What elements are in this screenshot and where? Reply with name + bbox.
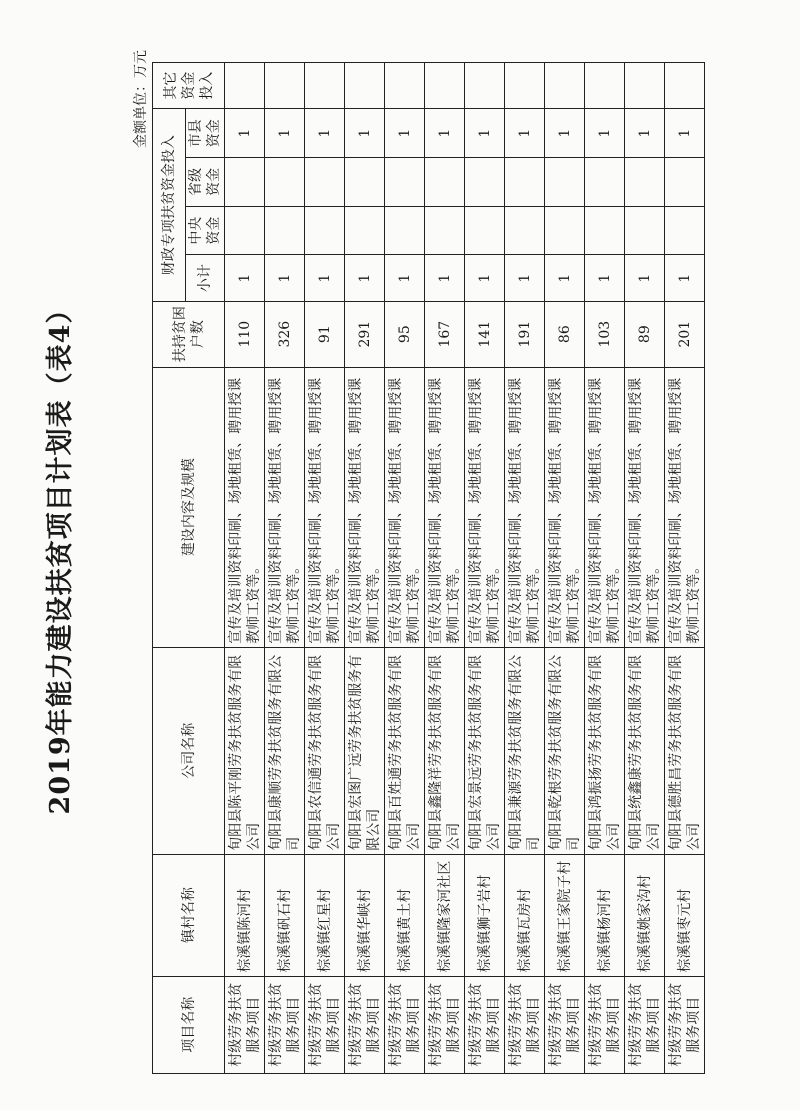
central-funds-cell <box>465 206 505 255</box>
subtotal-cell: 1 <box>345 255 385 301</box>
content-cell: 宣传及培训资料印刷、场地租赁、聘用授课教师工资等。 <box>665 367 705 647</box>
company-name-cell: 旬阳县百姓通劳务扶贫服务有限公司 <box>385 647 425 854</box>
company-name-cell: 旬阳县鸿振扬劳务扶贫服务有限公司 <box>585 647 625 854</box>
document-title: 2019年能力建设扶贫项目计划表（表4） <box>45 295 76 815</box>
provincial-funds-cell <box>385 158 425 207</box>
company-name-cell: 旬阳县康顺劳务扶贫服务有限公司 <box>265 647 305 854</box>
village-name-cell: 棕溪镇杨河村 <box>585 854 625 976</box>
central-funds-cell <box>625 206 665 255</box>
project-name-cell: 村级劳务扶贫服务项目 <box>665 976 705 1073</box>
table-row <box>345 63 385 1074</box>
other-funds-cell <box>225 63 265 109</box>
households-cell: 191 <box>505 301 545 367</box>
content-cell: 宣传及培训资料印刷、场地租赁、聘用授课教师工资等。 <box>225 367 265 647</box>
provincial-funds-cell <box>345 158 385 207</box>
provincial-funds-cell <box>225 158 265 207</box>
subtotal-cell: 1 <box>225 255 265 301</box>
content-cell: 宣传及培训资料印刷、场地租赁、聘用授课教师工资等。 <box>385 367 425 647</box>
village-name-cell: 棕溪镇瓦房村 <box>505 854 545 976</box>
header-households: 扶持贫困户数 <box>153 301 225 367</box>
company-name-cell: 旬阳县兼源劳务扶贫服务有限公司 <box>505 647 545 854</box>
central-funds-cell <box>305 206 345 255</box>
project-plan-table <box>152 62 705 1074</box>
company-name-cell: 旬阳县德胜昌劳务扶贫服务有限公司 <box>665 647 705 854</box>
project-name-cell: 村级劳务扶贫服务项目 <box>505 976 545 1073</box>
subtotal-cell: 1 <box>625 255 665 301</box>
project-name-cell: 村级劳务扶贫服务项目 <box>585 976 625 1073</box>
central-funds-cell <box>665 206 705 255</box>
content-cell: 宣传及培训资料印刷、场地租赁、聘用授课教师工资等。 <box>265 367 305 647</box>
central-funds-cell <box>545 206 585 255</box>
municipal-funds-cell: 1 <box>225 109 265 158</box>
content-cell: 宣传及培训资料印刷、场地租赁、聘用授课教师工资等。 <box>425 367 465 647</box>
households-cell: 326 <box>265 301 305 367</box>
central-funds-cell <box>425 206 465 255</box>
central-funds-cell <box>225 206 265 255</box>
header-provincial-funds: 省级资金 <box>186 158 225 207</box>
central-funds-cell <box>345 206 385 255</box>
other-funds-cell <box>425 63 465 109</box>
provincial-funds-cell <box>585 158 625 207</box>
village-name-cell: 棕溪镇隆家河社区 <box>425 854 465 976</box>
provincial-funds-cell <box>545 158 585 207</box>
table-row <box>465 63 505 1074</box>
table-row <box>305 63 345 1074</box>
municipal-funds-cell: 1 <box>625 109 665 158</box>
central-funds-cell <box>585 206 625 255</box>
content-cell: 宣传及培训资料印刷、场地租赁、聘用授课教师工资等。 <box>465 367 505 647</box>
subtotal-cell: 1 <box>545 255 585 301</box>
content-cell: 宣传及培训资料印刷、场地租赁、聘用授课教师工资等。 <box>585 367 625 647</box>
table-row <box>385 63 425 1074</box>
table-row <box>665 63 705 1074</box>
households-cell: 167 <box>425 301 465 367</box>
households-cell: 110 <box>225 301 265 367</box>
project-name-cell: 村级劳务扶贫服务项目 <box>625 976 665 1073</box>
municipal-funds-cell: 1 <box>505 109 545 158</box>
households-cell: 89 <box>625 301 665 367</box>
company-name-cell: 旬阳县统鑫康劳务扶贫服务有限公司 <box>625 647 665 854</box>
header-village-name: 镇村名称 <box>153 854 225 976</box>
other-funds-cell <box>385 63 425 109</box>
subtotal-cell: 1 <box>665 255 705 301</box>
other-funds-cell <box>265 63 305 109</box>
content-cell: 宣传及培训资料印刷、场地租赁、聘用授课教师工资等。 <box>305 367 345 647</box>
other-funds-cell <box>585 63 625 109</box>
table-row <box>425 63 465 1074</box>
table-body <box>225 63 705 1074</box>
provincial-funds-cell <box>665 158 705 207</box>
table-row <box>225 63 265 1074</box>
municipal-funds-cell: 1 <box>585 109 625 158</box>
project-name-cell: 村级劳务扶贫服务项目 <box>425 976 465 1073</box>
village-name-cell: 棕溪镇华峡村 <box>345 854 385 976</box>
village-name-cell: 棕溪镇狮子岩村 <box>465 854 505 976</box>
other-funds-cell <box>625 63 665 109</box>
header-central-funds: 中央资金 <box>186 206 225 255</box>
other-funds-cell <box>505 63 545 109</box>
table-row <box>545 63 585 1074</box>
project-name-cell: 村级劳务扶贫服务项目 <box>345 976 385 1073</box>
municipal-funds-cell: 1 <box>265 109 305 158</box>
table-row <box>265 63 305 1074</box>
village-name-cell: 棕溪镇黄土村 <box>385 854 425 976</box>
project-name-cell: 村级劳务扶贫服务项目 <box>545 976 585 1073</box>
central-funds-cell <box>505 206 545 255</box>
subtotal-cell: 1 <box>305 255 345 301</box>
header-fiscal-funds: 财政专项扶贫资金投入 <box>153 109 186 301</box>
subtotal-cell: 1 <box>425 255 465 301</box>
company-name-cell: 旬阳县乾根劳务扶贫服务有限公司 <box>545 647 585 854</box>
households-cell: 141 <box>465 301 505 367</box>
provincial-funds-cell <box>625 158 665 207</box>
village-name-cell: 棕溪镇矾石村 <box>265 854 305 976</box>
households-cell: 95 <box>385 301 425 367</box>
content-cell: 宣传及培训资料印刷、场地租赁、聘用授课教师工资等。 <box>505 367 545 647</box>
project-name-cell: 村级劳务扶贫服务项目 <box>465 976 505 1073</box>
provincial-funds-cell <box>305 158 345 207</box>
village-name-cell: 棕溪镇枣元村 <box>665 854 705 976</box>
municipal-funds-cell: 1 <box>665 109 705 158</box>
subtotal-cell: 1 <box>265 255 305 301</box>
content-cell: 宣传及培训资料印刷、场地租赁、聘用授课教师工资等。 <box>545 367 585 647</box>
header-subtotal: 小计 <box>186 255 225 301</box>
header-other-funds: 其它资金投入 <box>153 63 225 109</box>
other-funds-cell <box>545 63 585 109</box>
header-municipal-funds: 市县资金 <box>186 109 225 158</box>
other-funds-cell <box>665 63 705 109</box>
project-name-cell: 村级劳务扶贫服务项目 <box>225 976 265 1073</box>
project-name-cell: 村级劳务扶贫服务项目 <box>385 976 425 1073</box>
provincial-funds-cell <box>465 158 505 207</box>
households-cell: 201 <box>665 301 705 367</box>
company-name-cell: 旬阳县鑫隆祥劳务扶贫服务有限公司 <box>425 647 465 854</box>
subtotal-cell: 1 <box>465 255 505 301</box>
content-cell: 宣传及培训资料印刷、场地租赁、聘用授课教师工资等。 <box>625 367 665 647</box>
project-name-cell: 村级劳务扶贫服务项目 <box>305 976 345 1073</box>
provincial-funds-cell <box>505 158 545 207</box>
central-funds-cell <box>265 206 305 255</box>
village-name-cell: 棕溪镇陈河村 <box>225 854 265 976</box>
municipal-funds-cell: 1 <box>305 109 345 158</box>
company-name-cell: 旬阳县陈平刚劳务扶贫服务有限公司 <box>225 647 265 854</box>
header-content: 建设内容及规模 <box>153 367 225 647</box>
households-cell: 103 <box>585 301 625 367</box>
households-cell: 86 <box>545 301 585 367</box>
households-cell: 291 <box>345 301 385 367</box>
amount-unit-note: 金额单位：万元 <box>133 50 149 148</box>
village-name-cell: 棕溪镇王家院子村 <box>545 854 585 976</box>
table-row <box>625 63 665 1074</box>
municipal-funds-cell: 1 <box>465 109 505 158</box>
provincial-funds-cell <box>425 158 465 207</box>
project-name-cell: 村级劳务扶贫服务项目 <box>265 976 305 1073</box>
subtotal-cell: 1 <box>385 255 425 301</box>
village-name-cell: 棕溪镇姚家沟村 <box>625 854 665 976</box>
provincial-funds-cell <box>265 158 305 207</box>
municipal-funds-cell: 1 <box>385 109 425 158</box>
company-name-cell: 旬阳县宏景远劳务扶贫服务有限公司 <box>465 647 505 854</box>
households-cell: 91 <box>305 301 345 367</box>
header-company-name: 公司名称 <box>153 647 225 854</box>
other-funds-cell <box>465 63 505 109</box>
central-funds-cell <box>385 206 425 255</box>
subtotal-cell: 1 <box>505 255 545 301</box>
company-name-cell: 旬阳县宏图广远劳务扶贫服务有限公司 <box>345 647 385 854</box>
municipal-funds-cell: 1 <box>545 109 585 158</box>
table-row <box>585 63 625 1074</box>
village-name-cell: 棕溪镇红星村 <box>305 854 345 976</box>
table-row <box>505 63 545 1074</box>
content-cell: 宣传及培训资料印刷、场地租赁、聘用授课教师工资等。 <box>345 367 385 647</box>
subtotal-cell: 1 <box>585 255 625 301</box>
other-funds-cell <box>345 63 385 109</box>
municipal-funds-cell: 1 <box>345 109 385 158</box>
company-name-cell: 旬阳县农信通劳务扶贫服务有限公司 <box>305 647 345 854</box>
other-funds-cell <box>305 63 345 109</box>
header-project-name: 项目名称 <box>153 976 225 1073</box>
municipal-funds-cell: 1 <box>425 109 465 158</box>
